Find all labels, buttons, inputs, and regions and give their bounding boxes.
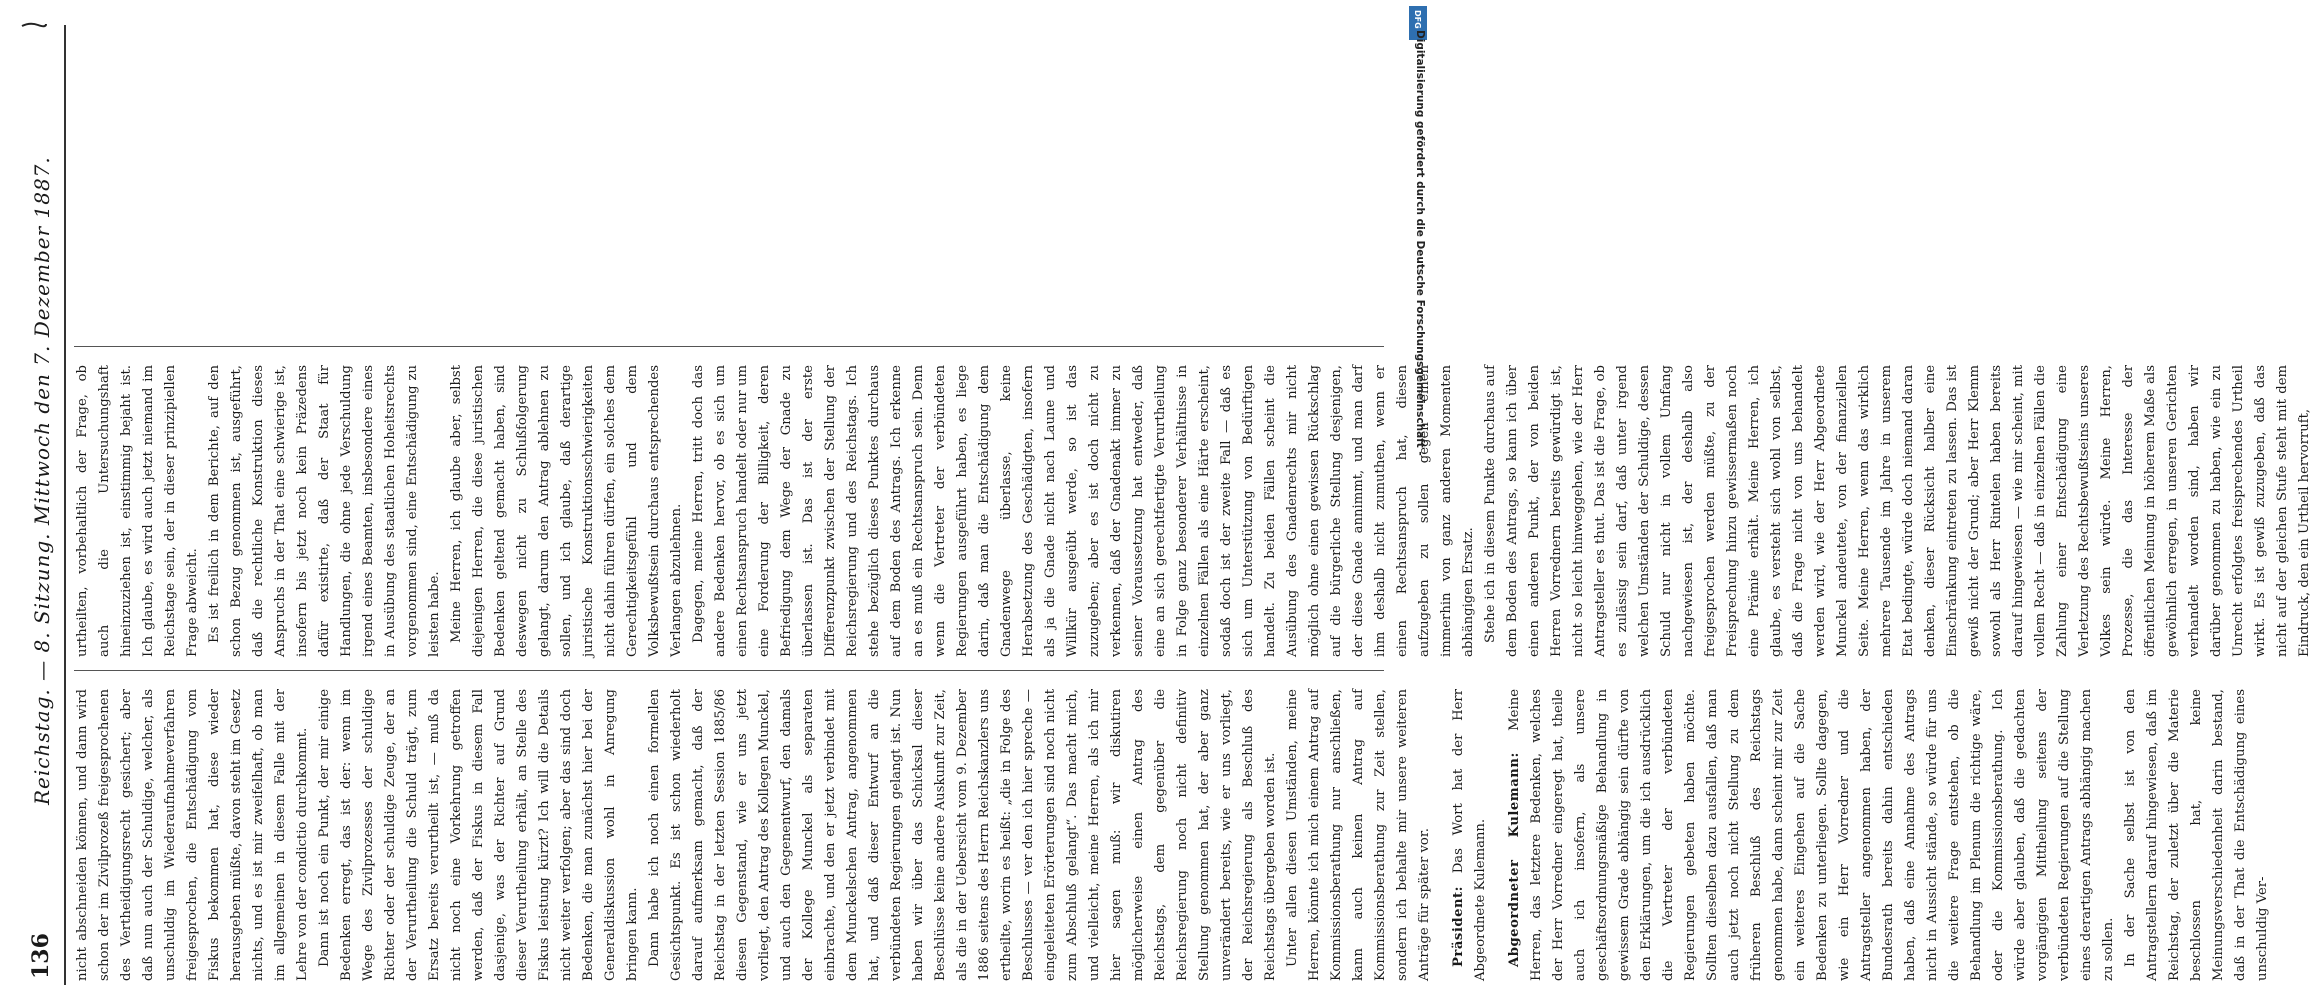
text-column-1 <box>72 689 2270 981</box>
paragraph: nicht abschneiden können, und dann wird schon der im Zivilprozeß freigesprochenen des Vertheidigungsrecht gesichert; aber daß nun auch der Schuldige, welcher, als unschuldig im Wiederaufnahmeverfahren freigesprochen, die Entschädigung vom Fiskus bekommen hat, diese wieder herausgeben müßte, davon steht im Gesetz nichts, und es ist mir zweifelhaft, ob man im allgemeinen in diesem Falle mit der Lehre von der condictio durchkommt. <box>75 689 310 981</box>
header-title <box>30 156 54 805</box>
digitization-credit <box>1406 30 1428 690</box>
paragraph: Unter allen diesen Umständen, meine Herren, könnte ich mich einem Antrag auf Kommissionsberathung nur anschließen, kann auch keinen Antrag auf Kommissionsberathung zur Zeit stellen, sondern ich behalte mir unsere weiteren Anträge für später vor. <box>1285 689 1432 981</box>
president-statement <box>1448 689 1492 981</box>
dfg-logo-text: DFG <box>1413 10 1422 29</box>
page-header <box>18 25 66 985</box>
paragraph: In der Sache selbst ist von den Antragstellern darauf hingewiesen, daß im Reichstag, der zuletzt über die Materie beschlossen hat, keine Meinungsverschiedenheit darin bestand, daß in der That die Entschädigung eines unschuldig Ver- <box>2123 689 2270 981</box>
paragraph: urtheilten, vorbehaltlich der Frage, ob auch die Untersuchungshaft hineinzuziehen ist, einstimmig bejaht ist. Ich glaube, es wird auch jetzt niemand im Reichstage sein, der in dieser prinzipiellen Frage abweicht. <box>75 365 200 657</box>
speech <box>1504 689 2120 981</box>
statement-text: Das Wort hat der Herr Abgeordnete Kulemann. <box>1451 689 1488 981</box>
speech-text: Meine Herren, das letztere Bedenken, welches der Herr Vorredner eingeregt hat, theile auch ich insofern, als unsere geschäftsordnungsmäßige Behandlung in gewissem Grade abhängig sein dürfte von den Erklärungen, um die ich ausdrücklich die Vertreter der verbündeten Regierungen gebeten haben möchte. Sollten dieselben dazu ausfallen, daß man auch jetzt noch nicht Stellung zu dem früheren Beschluß des Reichstags genommen habe, dann scheint mir zur Zeit ein weiteres Eingehen auf die Sache Bedenken zu unterliegen. Sollte dagegen, wie ein Herr Vorredner und die Antragsteller angenommen haben, der Bundesrath bereits dahin entschieden haben, daß eine Annahme des Antrags nicht in Aussicht stände, so würde für uns die weitere Frage entstehen, ob die Behandlung im Plenum die richtige wäre, oder die Kommissionsberathung. Ich würde aber glauben, daß die gedachten vorgängigen Mittheilung seitens der verbündeten Regierungen auf die Stellung eines derartigen Antrags abhängig machen zu sollen. <box>1507 689 2116 981</box>
column-divider <box>74 670 1384 671</box>
page-number: 136 <box>28 933 54 979</box>
column-divider <box>74 346 1384 347</box>
session-title: Reichstag. — 8. Sitzung. <box>30 532 54 805</box>
session-date: Mittwoch den 7. Dezember 1887. <box>30 156 54 526</box>
speaker-label: Präsident: <box>1451 885 1466 967</box>
paragraph: Es ist freilich in dem Berichte, auf den schon Bezug genommen ist, ausgeführt, daß die rechtliche Konstruktion dieses Anspruchs in der That eine schwierige ist, insofern bis jetzt noch kein Präzedens dafür existirte, daß der Staat für Handlungen, die ohne jede Verschuldung irgend eines Beamten, insbesondere eines in Ausübung des staatlichen Hoheitsrechts vorgenommen sind, eine Entschädigung zu leisten habe. <box>207 365 442 657</box>
text-column-2 <box>72 365 2312 657</box>
credit-text: Digitalisierung gefördert durch die Deutsche Forschungsgemeinschaft - <box>1414 30 1426 456</box>
paragraph: Dagegen, meine Herren, tritt doch das andere Bedenken hervor, ob es sich um einen Rechtsanspruch handelt oder nur um eine Forderung der Billigkeit, deren Befriedigung dem Wege der Gnade zu überlassen ist. Das ist der erste Differenzpunkt zwischen der Stellung der Reichsregierung und des Reichstags. Ich stehe bezüglich dieses Punktes durchaus auf dem Boden des Antrags. Ich erkenne an es muß ein Rechtsanspruch sein. Denn wenn die Vertreter der verbündeten Regierungen ausgeführt haben, es liege darin, daß man die Entschädigung dem Gnadenwege überlasse, keine Herabsetzung des Geschädigten, insofern als ja die Gnade nicht nach Laune und Willkür ausgeübt werde, so ist das zuzugeben; aber es ist doch nicht zu verkennen, daß der Gnadenakt immer zu seiner Voraussetzung hat entweder, daß eine an sich gerechtfertigte Verurtheilung in Folge ganz besonderer Verhältnisse in einzelnen Fällen als eine Härte erscheint, sodaß doch ist der zweite Fall — daß es sich um Unterstützung von Bedürftigen handelt. Zu beiden Fällen scheint die Ausübung des Gnadenrechts mir nicht möglich ohne einen gewissen Rückschlag auf die bürgerliche Stellung desjenigen, der diese Gnade annimmt, und man darf ihm deshalb nicht zumuthen, wenn er einen Rechtsanspruch hat, diesen aufzugeben zu sollen gegen einen immerhin von ganz anderen Momenten abhängigen Ersatz. <box>691 365 1476 657</box>
speaker-label: Abgeordneter Kulemann: <box>1507 752 1522 967</box>
paragraph: Dann ist noch ein Punkt, der mir einige Bedenken erregt, das ist der: wenn im Wege des Zivilprozesses der schuldige Richter oder der schuldige Zeuge, der an der Verurtheilung die Schuld trägt, zum Ersatz bereits verurtheilt ist, — muß da nicht noch eine Vorkehrung getroffen werden, daß der Fiskus in diesem Fall dasjenige, was der Richter auf Grund dieser Verurtheilung erhält, an Stelle des Fiskus leistung kürzt? Ich will die Details nicht weiter verfolgen; aber das sind doch Bedenken, die man zunächst hier bei der Generaldiskussion wohl in Anregung bringen kann. <box>317 689 640 981</box>
paragraph: Stehe ich in diesem Punkte durchaus auf dem Boden des Antrags, so kann ich über einen anderen Punkt, der von beiden Herren Vorrednern bereits gewürdigt ist, nicht so leicht hinweggehen, wie der Herr Antragsteller es thut. Das ist die Frage, ob es zulässig sein darf, daß unter irgend welchen Umständen der Schuldige, dessen Schuld nur nicht in vollem Umfang nachgewiesen ist, der deshalb also freigesprochen werden müßte, zu der Freisprechung hinzu gewissermaßen noch eine Prämie erhält. Meine Herren, ich glaube, es versteht sich wohl von selbst, daß die Frage nicht von uns behandelt werden wird, wie der Herr Abgeordnete Munckel andeutete, von der finanziellen Seite. Meine Herren, wenn das wirklich mehrere Tausende im Jahre in unserem Etat bedingte, würde doch niemand daran denken, dieser Rücksicht halber eine Einschränkung eintreten zu lassen. Das ist gewiß nicht der Grund; aber Herr Klemm sowohl als Herr Rintelen haben bereits darauf hingewiesen — wie mir scheint, mit vollem Recht — daß in einzelnen Fällen die Zahlung einer Entschädigung eine Verletzung des Rechtsbewußtseins unseres Volkes sein würde. Meine Herren, Prozesse, die das Interesse der öffentlichen Meinung in höherem Maße als gewöhnlich erregen, in unseren Gerichten verhandelt worden sind, haben wir darüber genommen zu haben, wie ein zu Unrecht erfolgtes freisprechendes Urtheil wirkt. Es ist gewiß zuzugeben, daß das nicht auf der gleichen Stufe steht mit dem Eindruck, den ein Urtheil hervorruft, <box>1483 365 2312 657</box>
paragraph: Meine Herren, ich glaube aber, selbst diejenigen Herren, die diese juristischen Bedenken geltend gemacht haben, sind deswegen nicht zu Schlußfolgerung gelangt, darum den Antrag ablehnen zu sollen, und ich glaube, daß derartige juristische Konstruktionsschwierigkeiten nicht dahin führen dürfen, ein solches dem Gerechtigkeitsgefühl und dem Volksbewußtsein durchaus entsprechendes Verlangen abzulehnen. <box>449 365 684 657</box>
paragraph: Dann habe ich noch einen formellen Gesichtspunkt. Es ist schon wiederholt darauf aufmerksam gemacht, daß der Reichstag in der letzten Session 1885/86 diesen Gegenstand, wie er uns jetzt vorliegt, den Antrag des Kollegen Munckel, und auch den Gegenentwurf, den damals der Kollege Munckel als separaten einbrachte, und den er jetzt verbindet mit dem Munckelschen Antrag, angenommen hat, und daß dieser Entwurf an die verbündeten Regierungen gelangt ist. Nun haben wir über das Schicksal dieser Beschlüsse keine andere Auskunft zur Zeit, als die in der Uebersicht vom 9. Dezember 1886 seitens des Herrn Reichskanzlers uns ertheilte, worin es heißt: „die in Folge des Beschlusses — ver den ich hier spreche — eingeleiteten Erörterungen sind noch nicht zum Abschluß gelangt“. Das macht mich, und vielleicht, meine Herren, als ich mir hier sagen muß: wir diskutiren möglicherweise einen Antrag des Reichstags, dem gegenüber die Reichsregierung noch nicht definitiv Stellung genommen hat, der aber ganz unverändert bereits, wie er uns vorliegt, der Reichsregierung als Beschluß des Reichstags übergeben worden ist. <box>647 689 1278 981</box>
